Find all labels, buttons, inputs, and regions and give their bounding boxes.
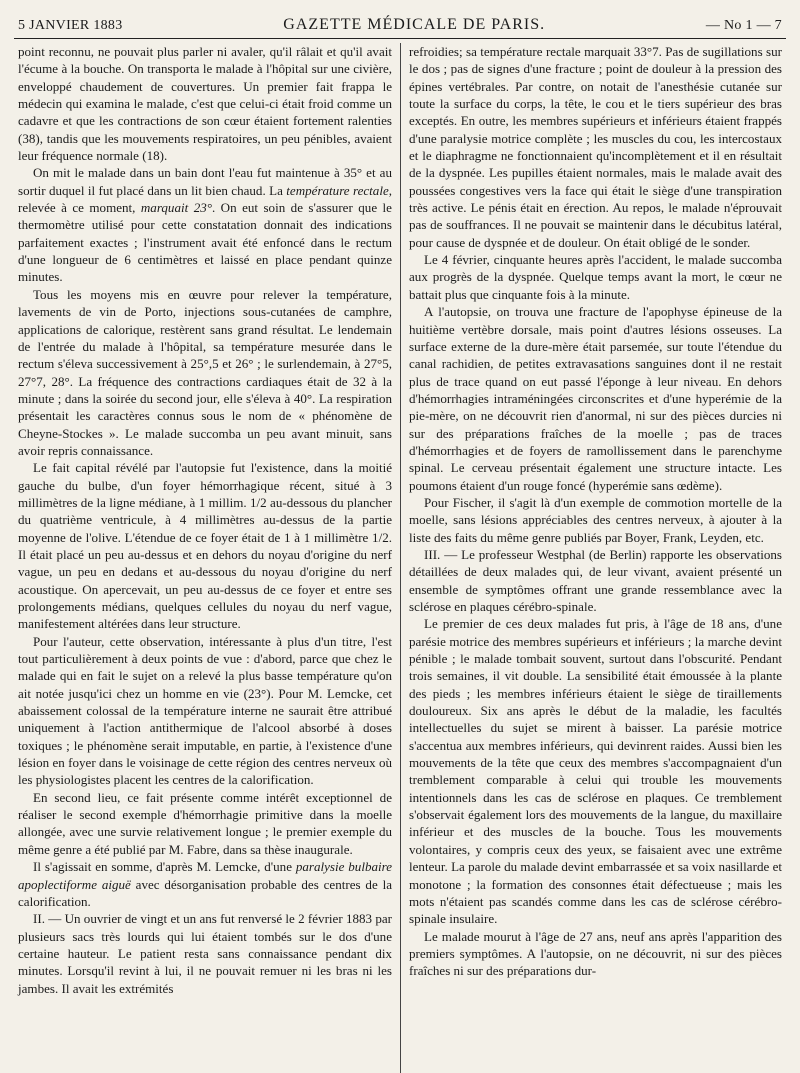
- text-columns: [14, 43, 786, 1073]
- paragraph: En second lieu, ce fait présente comme intérêt exceptionnel de réaliser le second exemple d'hémorrhagie primitive dans la moelle allongée, avec une survie relativement longue ; le premier exemple du même genre a été publié par M. Fabre, dans sa thèse inaugurale.: [18, 789, 392, 857]
- paragraph: Le fait capital révélé par l'autopsie fut l'existence, dans la moitié gauche du bulbe, d'un foyer hémorrhagique récent, situé à 3 millimètres de la ligne médiane, à 1 millim. 1/2 au-dessous du plancher du quatrième ventricule, à 4 millimètres au-dessus de la partie moyenne de l'olive. L'étendue de ce foyer était de 1 à 1 millimètre 1/2. Il était placé un peu au-dessus et en dehors du noyau d'origine du nerf vague, un peu en dedans et au-dessous du noyau d'origine du nerf acoustique. On apercevait, un peu au-dessus de ce foyer et entre ses prolongements médians, quelques cellules du noyau du nerf vague, manifestement altérées dans leur structure.: [18, 460, 392, 632]
- paragraph: Tous les moyens mis en œuvre pour relever la température, lavements de vin de Porto, injections sous-cutanées de camphre, applications de calorique, restèrent sans grand résultat. Le lendemain de l'entrée du malade à l'hôpital, sa température mesurée dans le rectum s'éleva successivement à 25°,5 et 26° ; le surlendemain, à 27°5, 27°7, 28°. La fréquence des contractions cardiaques était de 32 à la minute ; dans la soirée du second jour, elle s'éleva à 40°. La respiration présentait les caractères connus sous le nom de « phénomène de Cheyne-Stockes ». Le malade succomba un peu avant minuit, sans avoir repris connaissance.: [18, 286, 392, 458]
- header-rule: [14, 38, 786, 39]
- header-issue: — No 1 — 7: [705, 18, 782, 33]
- paragraph: Pour Fischer, il s'agit là d'un exemple de commotion mortelle de la moelle, sans lésions appréciables des centres nerveux, à ajouter à la liste des faits du même genre publiés par Boyer, Frank, Leyden, etc.: [409, 494, 782, 545]
- paragraph: Le premier de ces deux malades fut pris, à l'âge de 18 ans, d'une parésie motrice des membres supérieurs et inférieurs ; la marche devint pénible ; le malade tombait souvent, surtout dans l'obscurité. Pendant trois semaines, il vit double. La sensibilité était émoussée à la plante des pieds ; les membres inférieurs étaient le siège de tiraillements douloureux. Six ans après le début de la maladie, les facultés intellectuelles du sujet se mirent à baisser. La parésie motrice s'accentua aux membres inférieurs, qui devinrent raides. Aussi bien les mouvements de la tête que ceux des membres s'accompagnaient d'un tremblement comparable à celui qui trouble les mouvements intentionnels dans les cas de sclérose en plaques. Ce tremblement s'observait également lors des mouvements de la langue, du maxillaire inférieur et des muscles de la bouche. Tous les mouvements volontaires, y compris ceux des yeux, se faisaient avec une extrême lenteur. La parole du malade devint embarrassée et sa voix nasillarde et monotone ; la formation des consonnes était défectueuse ; mais les mots n'étaient pas scandés comme dans les cas de sclérose cérébro-spinale insulaire.: [409, 616, 782, 927]
- paragraph: A l'autopsie, on trouva une fracture de l'apophyse épineuse de la huitième vertèbre dorsale, mais point d'autres lésions osseuses. La surface externe de la dure-mère était parsemée, sur toute l'étendue du canal rachidien, de petites extravasations sanguines dont il ne restait plus de trace quand on eut passé l'éponge à leur niveau. En dehors d'hémorrhagies intraméningées circonscrites et d'une hyperémie de la pie-mère, on ne découvrit rien d'anormal, ni sur des pièces durcies ni sur des préparations fraîches de la moelle ; pas de traces d'hémorrhagies et de foyers de ramollissement dans le parenchyme spinal. Le cerveau présentait également une structure intacte. Les poumons étaient d'un rouge foncé (hyperémie sans œdème).: [409, 304, 782, 493]
- right-column: [400, 43, 786, 1073]
- page-header: [14, 0, 786, 38]
- paragraph: Le malade mourut à l'âge de 27 ans, neuf ans après l'apparition des premiers symptômes. A l'autopsie, on ne découvrit, ni sur des pièces fraîches ni sur des préparations dur-: [409, 928, 782, 979]
- paragraph: III. — Le professeur Westphal (de Berlin) rapporte les observations détaillées de deux malades qui, de leur vivant, avaient présenté un ensemble de symptômes offrant une grande ressemblance avec la sclérose en plaques cérébro-spinale.: [409, 546, 782, 614]
- header-title: GAZETTE MÉDICALE DE PARIS.: [283, 16, 546, 33]
- paragraph: Le 4 février, cinquante heures après l'accident, le malade succomba aux progrès de la dyspnée. Quelque temps avant la mort, le cœur ne battait plus que cinquante fois à la minute.: [409, 252, 782, 302]
- paragraph: refroidies; sa température rectale marquait 33°7. Pas de sugillations sur le dos ; pas de signes d'une fracture ; point de douleur à la pression des épines vertébrales. Par contre, on notait de l'anesthésie cutanée sur toute la surface du corps, la tête, le cou et le tiers supérieur des bras exceptés. En outre, les membres supérieurs et inférieurs étaient frappés d'une paralysie motrice complète ; les muscles du cou, les intercostaux et le diaphragme ne fonctionnaient qu'incomplètement et il en résultait de la dyspnée. Les pupilles étaient normales, mais le malade avait des poussées congestives vers la face qui était le siège d'une transpiration très active. Le pénis était en érection. Au repos, le malade n'éprouvait pas de souffrances. Il ne pouvait se maintenir dans le décubitus latéral, pour cause de dyspnée et de douleur. On était obligé de le sonder.: [409, 44, 782, 250]
- paragraph: II. — Un ouvrier de vingt et un ans fut renversé le 2 février 1883 par plusieurs sacs très lourds qui lui étaient tombés sur le dos d'une certaine hauteur. Le patient resta sans connaissance pendant dix minutes. Lorsqu'il revint à lui, il ne pouvait remuer ni les bras ni les jambes. Il avait les extrémités: [18, 911, 392, 996]
- paragraph: Il s'agissait en somme, d'après M. Lemcke, d'une paralysie bulbaire apoplectiforme aiguë avec désorganisation probable des centres de la calorification.: [18, 859, 392, 909]
- header-date: 5 JANVIER 1883: [18, 18, 123, 33]
- left-column: [14, 43, 400, 1073]
- paragraph: Pour l'auteur, cette observation, intéressante à plus d'un titre, l'est tout particulièrement à deux points de vue : d'abord, parce que chez le malade qui en fait le sujet on a relevé la plus basse température qu'on ait notée jusqu'ici chez un homme en vie (23°). Pour M. Lemcke, cet abaissement colossal de la température interne ne saurait être attribué uniquement à l'action antithermique de l'alcool absorbé à doses toxiques ; le phénomène serait imputable, en partie, à l'existence d'une lésion en foyer dans le voisinage de cette région des centres nerveux où les physiologistes placent les centres de la calorification.: [18, 633, 392, 788]
- paragraph: On mit le malade dans un bain dont l'eau fut maintenue à 35° et au sortir duquel il fut placé dans un lit bien chaud. La température rectale, relevée à ce moment, marquait 23°. On eut soin de s'assurer que le thermomètre utilisé pour cette constatation donnait des indications parfaitement exactes ; l'instrument avait été enfoncé dans le rectum d'une longueur de 6 centimètres et laissé en place pendant quinze minutes.: [18, 165, 392, 285]
- paragraph: point reconnu, ne pouvait plus parler ni avaler, qu'il râlait et qu'il avait l'écume à la bouche. On transporta le malade à l'hôpital sur une civière, enveloppé chaudement de couvertures. Un premier fait frappa le médecin qui examina le malade, c'est que celui-ci était froid comme un cadavre et que les contractions de son cœur étaient fortement ralenties (38), tandis que les mouvements respiratoires, un peu pénibles, avaient leur fréquence normale (18).: [18, 44, 392, 164]
